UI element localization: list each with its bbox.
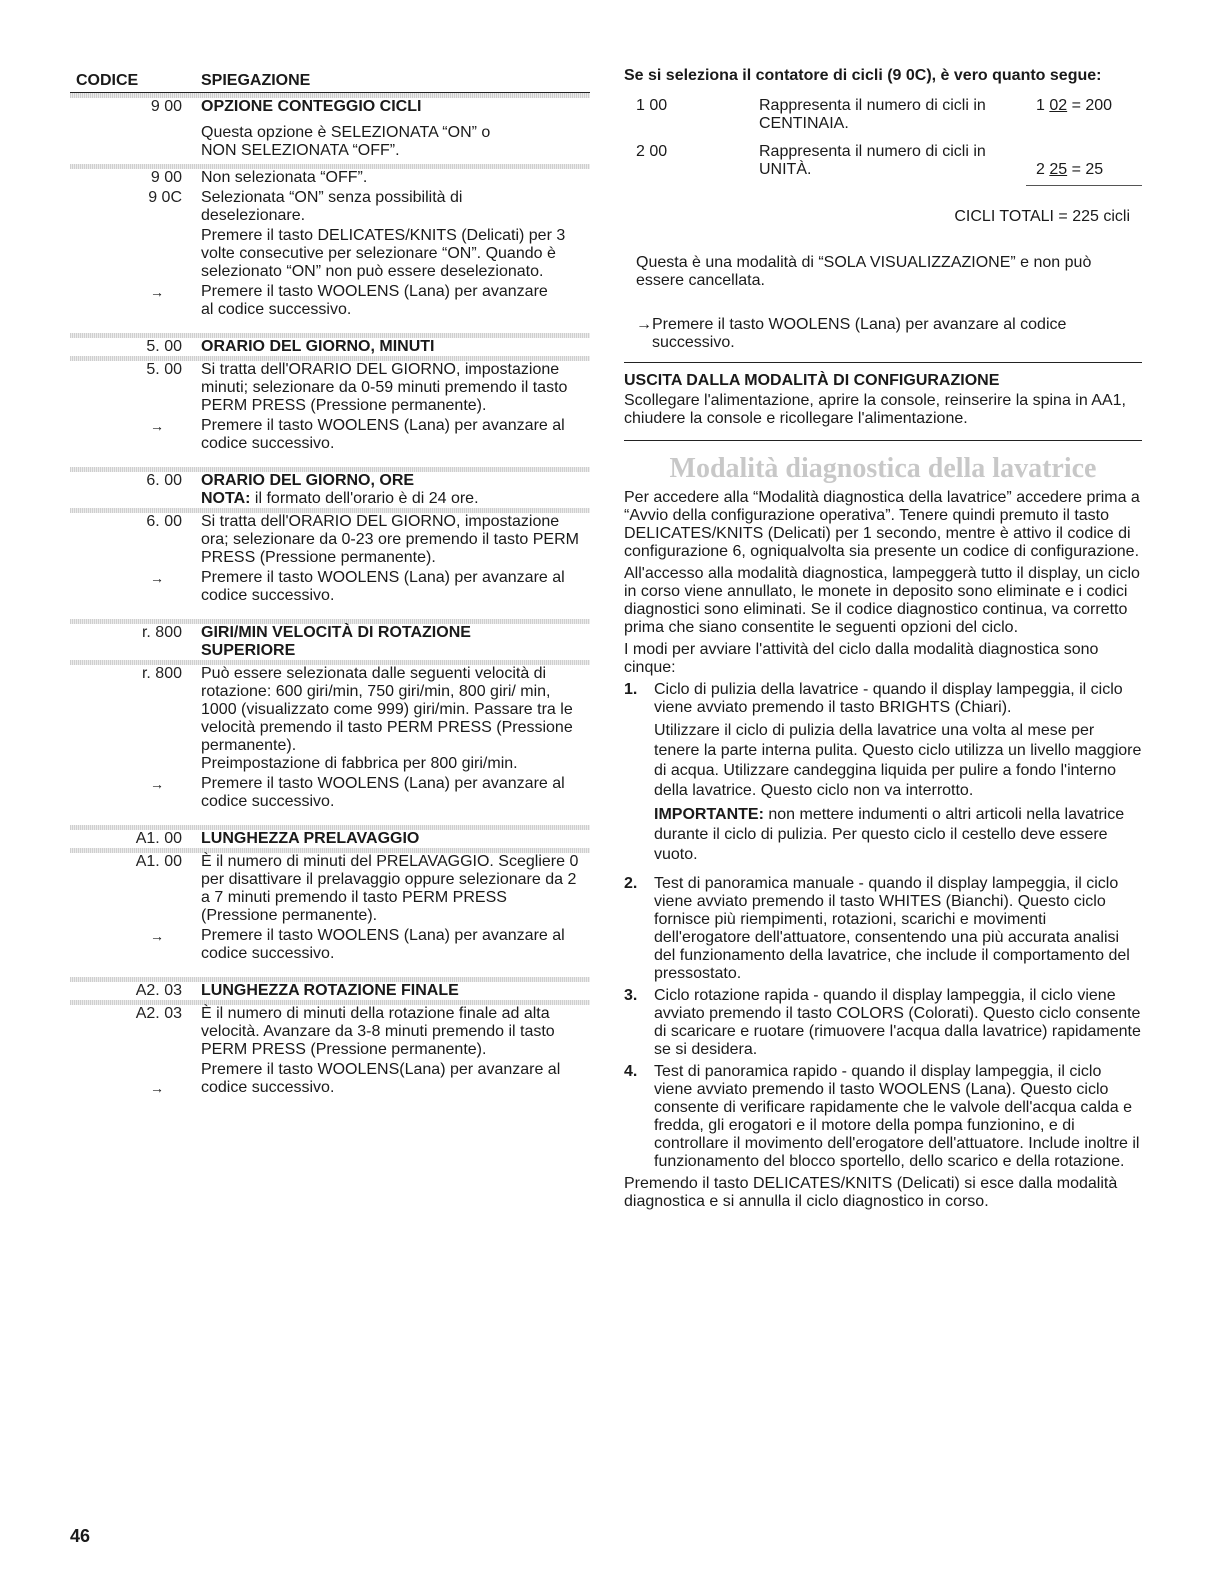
row-text: È il numero di minuti della rotazione finale ad alta velocità. Avanzare da 3-8 minuti premendo il tasto PERM PRESS (Pressione permanente). bbox=[201, 1005, 555, 1058]
section-code: 9 00 bbox=[150, 98, 182, 115]
item-number: 1. bbox=[624, 681, 638, 698]
row-text: Non selezionata “OFF”. bbox=[201, 169, 368, 186]
row-code: r. 800 bbox=[141, 665, 182, 682]
arrow-right-icon: → bbox=[150, 1080, 164, 1096]
diagnostic-steps bbox=[624, 681, 1142, 1171]
table-row bbox=[70, 169, 590, 187]
section-title-row bbox=[70, 830, 590, 848]
list-item bbox=[624, 987, 1142, 1059]
item-text: Test di panoramica manuale - quando il display lampeggia, il ciclo viene avviato premendo il tasto WHITES (Bianchi). Questo ciclo fornisce più riempimenti, rotazioni, scarichi e movimenti dell'erogatore dell'attuatore, consentendo una più accurata analisi del funzionamento della lavatrice, che include il comportamento del pressostato. bbox=[654, 875, 1130, 982]
table-row bbox=[70, 1005, 590, 1059]
section-title: OPZIONE CONTEGGIO CICLI bbox=[201, 98, 422, 115]
table-row bbox=[70, 665, 590, 755]
diagnostic-title: Modalità diagnostica della lavatrice bbox=[669, 453, 1097, 484]
important-text: non mettere indumenti o altri articoli nella lavatrice durante il ciclo di pulizia. Per questo ciclo il cestello deve essere vuoto. bbox=[654, 806, 1125, 863]
section-code: r. 800 bbox=[141, 624, 182, 641]
counter-row-units bbox=[624, 143, 1142, 185]
counter-example: 1 02 = 200 bbox=[1036, 97, 1113, 114]
table-row bbox=[70, 513, 590, 567]
important-label: IMPORTANTE: bbox=[654, 806, 764, 823]
section-code: A2. 03 bbox=[135, 982, 182, 999]
row-code: A1. 00 bbox=[135, 853, 182, 870]
arrow-right-icon: → bbox=[150, 928, 164, 944]
counter-heading: Se si seleziona il contatore di cicli (9 0C), è vero quanto segue: bbox=[624, 67, 1102, 84]
arrow-right-icon: → bbox=[150, 418, 164, 434]
table-row bbox=[70, 853, 590, 925]
counter-desc: Rappresenta il numero di cicli in UNITÀ. bbox=[759, 143, 986, 178]
row-code: A2. 03 bbox=[135, 1005, 182, 1022]
item-text: Ciclo di pulizia della lavatrice - quando il display lampeggia, il ciclo viene avviato premendo il tasto BRIGHTS (Chiari). bbox=[654, 681, 1123, 716]
diagnostic-p3: I modi per avviare l'attività del ciclo dalla modalità diagnostica sono cinque: bbox=[624, 641, 1099, 676]
row-text: Selezionata “ON” senza possibilità di deselezionare. bbox=[201, 189, 463, 224]
list-item bbox=[624, 681, 1142, 865]
header-explanation: SPIEGAZIONE bbox=[201, 72, 311, 89]
item-text: Ciclo rotazione rapida - quando il display lampeggia, il ciclo viene avviato premendo il tasto COLORS (Colorati). Questo ciclo consente di scaricare e ruotare (rimuovere l'acqua dalla lavatrice) rapidamente se si desidera. bbox=[654, 987, 1141, 1058]
code-table bbox=[70, 70, 590, 1097]
section-code: A1. 00 bbox=[135, 830, 182, 847]
row-text: Premere il tasto DELICATES/KNITS (Delicati) per 3 volte consecutive per selezionare “ON”. Quando è selezionato “ON” non può essere deselezionato. bbox=[201, 227, 566, 280]
exit-text: Scollegare l'alimentazione, aprire la console, reinserire la spina in AA1, chiudere la console e ricollegare l'alimentazione. bbox=[624, 392, 1126, 427]
section-title-row-2 bbox=[70, 642, 590, 660]
table-header bbox=[70, 70, 590, 93]
advance-text: Premere il tasto WOOLENS (Lana) per avanzare al codice successivo. bbox=[201, 927, 565, 962]
item-sub-text: Utilizzare il ciclo di pulizia della lavatrice una volta al mese per tenere la parte interna pulita. Questo ciclo utilizza un livello maggiore di acqua. Utilizzare candeggina liquida per pulire a fondo l'interno della lavatrice. Questo ciclo non va interrotto. bbox=[654, 722, 1142, 799]
section-title-row bbox=[70, 472, 590, 490]
exit-heading: USCITA DALLA MODALITÀ DI CONFIGURAZIONE bbox=[624, 372, 1000, 389]
arrow-right-icon: → bbox=[150, 284, 164, 300]
table-row bbox=[70, 189, 590, 225]
item-number: 4. bbox=[624, 1063, 638, 1080]
section-title: ORARIO DEL GIORNO, ORE bbox=[201, 472, 415, 489]
section-title: LUNGHEZZA PRELAVAGGIO bbox=[201, 830, 420, 847]
row-code: 9 00 bbox=[150, 169, 182, 186]
intro-text: Questa opzione è SELEZIONATA “ON” o NON SELEZIONATA “OFF”. bbox=[201, 124, 491, 159]
item-important bbox=[654, 805, 1142, 865]
list-item bbox=[624, 875, 1142, 983]
counter-code: 2 00 bbox=[636, 143, 668, 160]
advance-text: Premere il tasto WOOLENS (Lana) per avanzare al codice successivo. bbox=[201, 283, 548, 318]
page-number: 46 bbox=[70, 1526, 91, 1546]
row-text: Si tratta dell'ORARIO DEL GIORNO, impostazione minuti; selezionare da 0-59 minuti premendo il tasto PERM PRESS (Pressione permanente). bbox=[201, 361, 568, 414]
note-label: NOTA: bbox=[201, 490, 251, 507]
note-text: il formato dell'orario è di 24 ore. bbox=[250, 490, 479, 507]
section-code: 6. 00 bbox=[146, 472, 182, 489]
row-text: È il numero di minuti del PRELAVAGGIO. Scegliere 0 per disattivare il prelavaggio oppure selezionare da 2 a 7 minuti premendo il tasto PERM PRESS (Pressione permanente). bbox=[201, 853, 579, 924]
view-only-note: Questa è una modalità di “SOLA VISUALIZZAZIONE” e non può essere cancellata. bbox=[636, 254, 1092, 289]
row-text: Si tratta dell'ORARIO DEL GIORNO, impostazione ora; selezionare da 0-23 ore premendo il tasto PERM PRESS (Pressione permanente). bbox=[201, 513, 579, 566]
section-code: 5. 00 bbox=[146, 338, 182, 355]
advance-row bbox=[70, 1061, 590, 1097]
advance-text: Premere il tasto WOOLENS (Lana) per avanzare al codice successivo. bbox=[201, 417, 565, 452]
list-item bbox=[624, 1063, 1142, 1171]
row-code: 9 0C bbox=[148, 189, 182, 206]
advance-row bbox=[70, 569, 590, 605]
section-title-row bbox=[70, 338, 590, 356]
section-title-row bbox=[70, 98, 590, 116]
advance-row bbox=[70, 283, 590, 319]
diagnostic-closing: Premendo il tasto DELICATES/KNITS (Delicati) si esce dalla modalità diagnostica e si annulla il ciclo diagnostico in corso. bbox=[624, 1175, 1118, 1210]
table-row bbox=[70, 755, 590, 773]
table-row bbox=[70, 227, 590, 281]
row-code: 6. 00 bbox=[146, 513, 182, 530]
item-number: 3. bbox=[624, 987, 638, 1004]
right-column bbox=[624, 66, 1142, 1211]
header-code: CODICE bbox=[76, 72, 139, 89]
section-title-line2: SUPERIORE bbox=[201, 642, 296, 659]
row-code: 5. 00 bbox=[146, 361, 182, 378]
counter-code: 1 00 bbox=[636, 97, 668, 114]
spacer bbox=[70, 116, 590, 124]
section-title: LUNGHEZZA ROTAZIONE FINALE bbox=[201, 982, 459, 999]
advance-text: Premere il tasto WOOLENS (Lana) per avanzare al codice successivo. bbox=[201, 569, 565, 604]
row-text: Preimpostazione di fabbrica per 800 giri/min. bbox=[201, 755, 518, 772]
arrow-right-icon: → bbox=[636, 316, 652, 333]
row-text: Può essere selezionata dalle seguenti velocità di rotazione: 600 giri/min, 750 giri/min, 800 giri/ min, 1000 (visualizzato come 999) giri/min. Passare tra le velocità premendo il tasto PERM PRESS (Pressione permanente). bbox=[201, 665, 573, 754]
section-intro bbox=[70, 124, 590, 160]
table-row bbox=[70, 361, 590, 415]
total-cycles: CICLI TOTALI = 225 cicli bbox=[954, 208, 1130, 225]
advance-row bbox=[70, 417, 590, 453]
section-title-row bbox=[70, 982, 590, 1000]
arrow-right-icon: → bbox=[150, 570, 164, 586]
advance-row bbox=[70, 927, 590, 963]
advance-row bbox=[70, 775, 590, 811]
counter-desc: Rappresenta il numero di cicli in CENTINAIA. bbox=[759, 97, 986, 132]
section-title: ORARIO DEL GIORNO, MINUTI bbox=[201, 338, 435, 355]
arrow-right-icon: → bbox=[150, 776, 164, 792]
advance-text: Premere il tasto WOOLENS (Lana) per avanzare al codice successivo. bbox=[201, 775, 565, 810]
advance-row bbox=[624, 316, 1142, 352]
diagnostic-p1: Per accedere alla “Modalità diagnostica della lavatrice” accedere prima a “Avvio della configurazione operativa”. Tenere quindi premuto il tasto DELICATES/KNITS (Delicati) per 1 secondo, mentre è attivo il codice di configurazione 6, ogniqualvolta sia presente un codice di configurazione. bbox=[624, 489, 1140, 560]
section-note bbox=[70, 490, 590, 508]
diagnostic-p2: All'accesso alla modalità diagnostica, lampeggerà tutto il display, un ciclo in corso viene annullato, le monete in deposito sono eliminate e i codici diagnostici sono eliminati. Se il codice diagnostico continua, va corretto prima che siano consentite le seguenti opzioni del ciclo. bbox=[624, 565, 1140, 636]
advance-text: Premere il tasto WOOLENS(Lana) per avanzare al codice successivo. bbox=[201, 1061, 561, 1096]
advance-text: Premere il tasto WOOLENS (Lana) per avanzare al codice successivo. bbox=[652, 316, 1067, 351]
section-title: GIRI/MIN VELOCITÀ DI ROTAZIONE bbox=[201, 624, 471, 641]
section-title-row bbox=[70, 624, 590, 642]
counter-example: 2 25 = 25 bbox=[1036, 161, 1104, 178]
counter-row-hundreds bbox=[624, 97, 1142, 143]
item-text: Test di panoramica rapido - quando il display lampeggia, il ciclo viene avviato premendo il tasto WOOLENS (Lana). Questo ciclo consente di verificare rapidamente che le valvole dell'acqua calda e fredda, gli erogatori e il motore della pompa funzionino, e di controllare il movimento dell'erogatore dell'attuatore. Include inoltre il funzionamento del blocco sportello, dello scarico e della rotazione. bbox=[654, 1063, 1140, 1170]
item-number: 2. bbox=[624, 875, 638, 892]
